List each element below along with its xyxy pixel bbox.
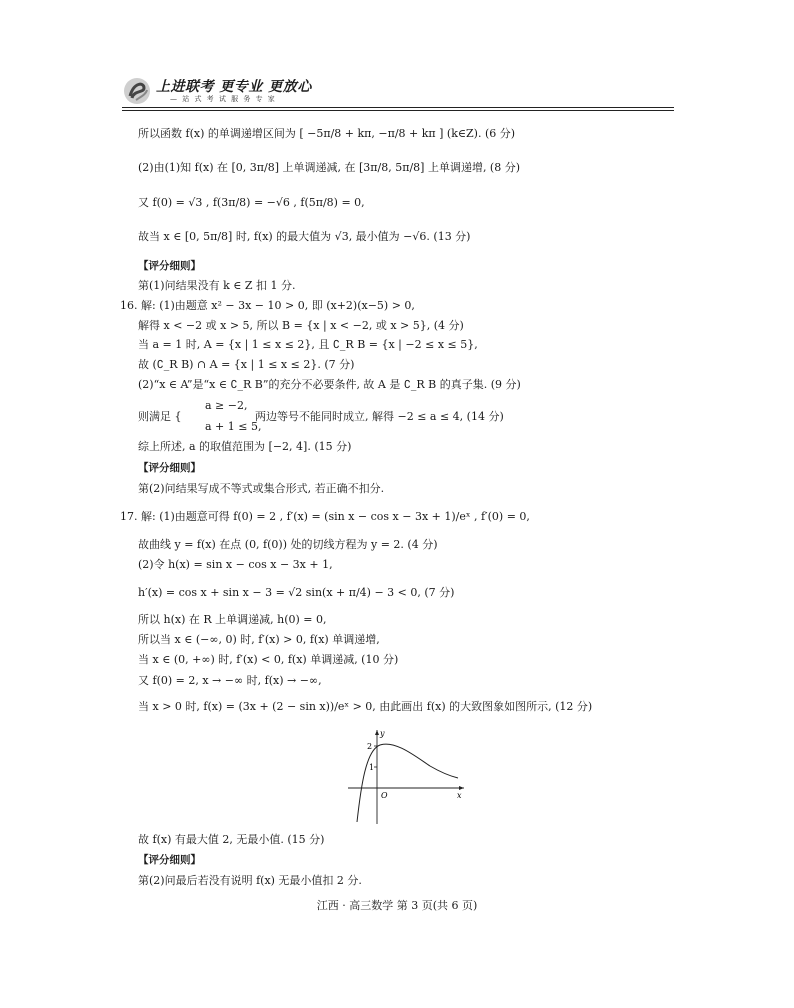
section-heading: 【评分细则】 bbox=[138, 462, 201, 474]
text-line: 当 x ∈ (0, +∞) 时, f′(x) < 0, f(x) 单调递减, (10 分) bbox=[138, 653, 399, 666]
text-line: 综上所述, a 的取值范围为 [−2, 4]. (15 分) bbox=[138, 440, 352, 453]
tick-1-label: 1 bbox=[369, 763, 375, 772]
text-line: (2)令 h(x) = sin x − cos x − 3x + 1, bbox=[138, 558, 333, 571]
system-row-2: a + 1 ≤ 5, bbox=[205, 420, 262, 433]
tick-2-label: 2 bbox=[367, 742, 373, 751]
question-16: 16. 解: (1)由题意 x² − 3x − 10 > 0, 即 (x+2)(x−5) > 0, bbox=[120, 299, 415, 312]
section-heading: 【评分细则】 bbox=[138, 854, 201, 866]
text-line: 第(2)问结果写成不等式或集合形式, 若正确不扣分. bbox=[138, 482, 385, 495]
text-line: (2)“x ∈ A”是“x ∈ ∁_R B”的充分不必要条件, 故 A 是 ∁_R B 的真子集. (9 分) bbox=[138, 378, 521, 391]
text-line: 故 f(x) 有最大值 2, 无最小值. (15 分) bbox=[138, 833, 325, 846]
x-axis-label: x bbox=[457, 791, 462, 800]
brand-subtitle: — 站 式 考 试 服 务 专 家 bbox=[170, 95, 277, 103]
brand-logo-icon bbox=[122, 76, 152, 106]
text-line: 第(2)问最后若没有说明 f(x) 无最小值扣 2 分. bbox=[138, 874, 362, 887]
text-line: 又 f(0) = √3 , f(3π/8) = −√6 , f(5π/8) = 0, bbox=[138, 196, 365, 209]
brand-slogan: 上进联考 更专业 更放心 bbox=[156, 79, 312, 95]
text-line: 当 a = 1 时, A = {x | 1 ≤ x ≤ 2}, 且 ∁_R B = {x | −2 ≤ x ≤ 5}, bbox=[138, 338, 478, 351]
text-line: 所以函数 f(x) 的单调递增区间为 [ −5π/8 + kπ, −π/8 + kπ ] (k∈Z). (6 分) bbox=[138, 127, 516, 140]
text-line: 所以当 x ∈ (−∞, 0) 时, f′(x) > 0, f(x) 单调递增, bbox=[138, 633, 380, 646]
text-line: 故 (∁_R B) ∩ A = {x | 1 ≤ x ≤ 2}. (7 分) bbox=[138, 358, 355, 371]
y-axis-label: y bbox=[380, 729, 385, 738]
text-line: 故曲线 y = f(x) 在点 (0, f(0)) 处的切线方程为 y = 2. (4 分) bbox=[138, 538, 438, 551]
text-line: 当 x > 0 时, f(x) = (3x + (2 − sin x))/eˣ > 0, 由此画出 f(x) 的大致图象如图所示, (12 分) bbox=[138, 700, 593, 713]
curve-fx bbox=[357, 744, 458, 822]
y-axis-arrow-icon bbox=[375, 730, 379, 735]
text-line: 解得 x < −2 或 x > 5, 所以 B = {x | x < −2, 或 x > 5}, (4 分) bbox=[138, 319, 464, 332]
function-graph bbox=[340, 726, 470, 826]
system-row-1: a ≥ −2, bbox=[205, 399, 248, 412]
text-line: 第(1)问结果没有 k ∈ Z 扣 1 分. bbox=[138, 279, 296, 292]
system-label: 则满足 { bbox=[138, 410, 182, 423]
origin-label: O bbox=[381, 791, 388, 800]
text-line: (2)由(1)知 f(x) 在 [0, 3π/8] 上单调递减, 在 [3π/8, 5π/8] 上单调递增, (8 分) bbox=[138, 161, 521, 174]
text-line: 又 f(0) = 2, x → −∞ 时, f(x) → −∞, bbox=[138, 674, 322, 687]
question-17: 17. 解: (1)由题意可得 f(0) = 2 , f′(x) = (sin x − cos x − 3x + 1)/eˣ , f′(0) = 0, bbox=[120, 510, 530, 523]
section-heading: 【评分细则】 bbox=[138, 260, 201, 272]
text-line: 所以 h(x) 在 R 上单调递减, h(0) = 0, bbox=[138, 613, 327, 626]
x-axis-arrow-icon bbox=[459, 786, 464, 790]
text-line: h′(x) = cos x + sin x − 3 = √2 sin(x + π/4) − 3 < 0, (7 分) bbox=[138, 586, 455, 599]
header-rule-thin bbox=[122, 110, 674, 111]
text-line: 故当 x ∈ [0, 5π/8] 时, f(x) 的最大值为 √3, 最小值为 −√6. (13 分) bbox=[138, 230, 471, 243]
page-footer: 江西 · 高三数学 第 3 页(共 6 页) bbox=[316, 899, 478, 912]
page-header bbox=[122, 72, 674, 112]
header-rule bbox=[122, 107, 674, 108]
text-line: 两边等号不能同时成立, 解得 −2 ≤ a ≤ 4, (14 分) bbox=[255, 410, 504, 423]
